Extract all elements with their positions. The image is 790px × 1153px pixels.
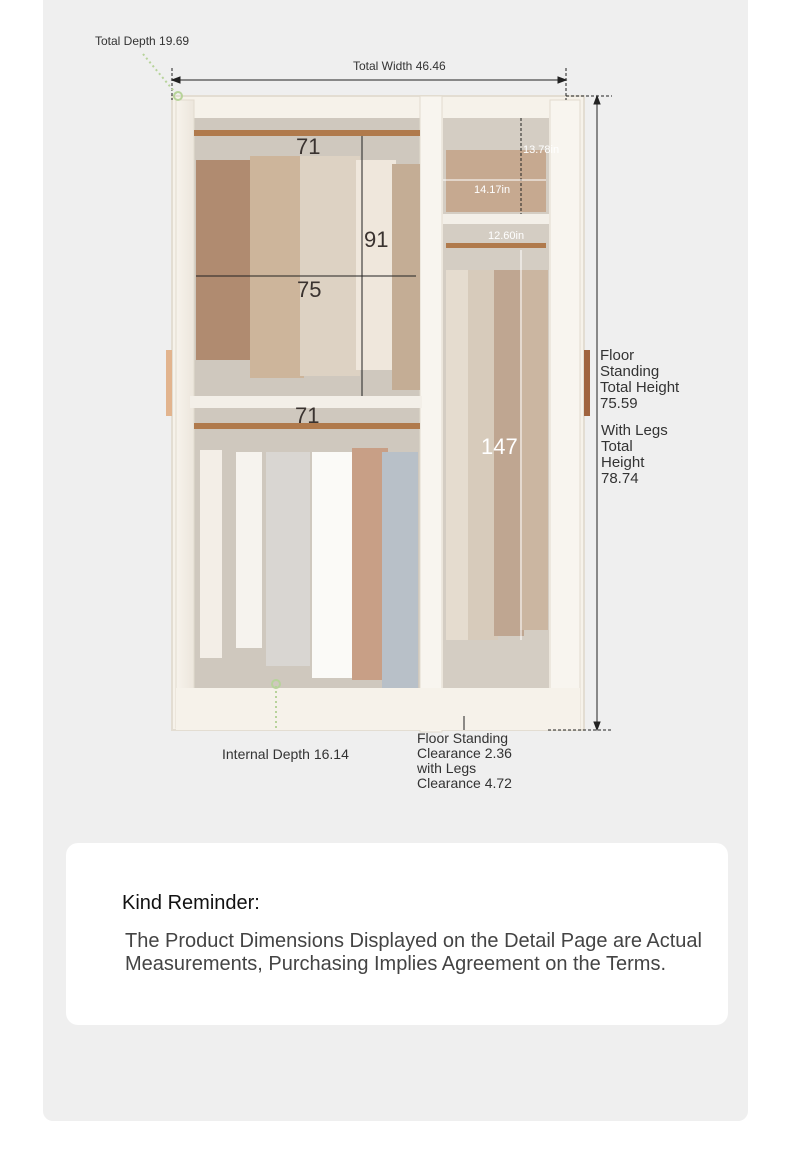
lower-garment-3 xyxy=(266,452,310,666)
depth-leader xyxy=(143,54,178,96)
right-rod xyxy=(446,243,546,248)
upper-height-label: 91 xyxy=(364,227,389,252)
rod-width-label: 12.60in xyxy=(488,230,525,242)
upper-garment-2 xyxy=(250,156,304,378)
total-depth-label: Total Depth 19.69 xyxy=(95,34,190,48)
upper-garment-3 xyxy=(300,156,360,376)
lower-rod-label: 71 xyxy=(295,403,320,428)
reminder-text: The Product Dimensions Displayed on the Detail Page are Actual Measurements, Purchasing Implies Agreement on the Terms. xyxy=(125,930,702,975)
shelf-height-label: 13.78in xyxy=(523,144,560,156)
upper-rod-label: 71 xyxy=(296,134,321,159)
lower-garment-2 xyxy=(236,452,262,648)
with-legs-height-label: With Legs Total Height 78.74 xyxy=(601,422,668,487)
lower-garment-6 xyxy=(382,452,418,688)
center-door xyxy=(420,96,442,732)
left-door xyxy=(176,100,194,728)
right-garment-4 xyxy=(520,270,548,630)
right-height-label: 147 xyxy=(481,434,518,459)
reminder-title: Kind Reminder: xyxy=(122,892,260,914)
right-top-shelf xyxy=(443,214,549,224)
upper-garment-5 xyxy=(392,164,420,390)
right-handle xyxy=(584,350,590,416)
clearance-label: Floor Standing Clearance 2.36 with Legs Clearance 4.72 xyxy=(417,730,512,791)
shelf-width-label: 14.17in xyxy=(474,184,511,196)
left-handle xyxy=(166,350,172,416)
floor-standing-height-label: Floor Standing Total Height 75.59 xyxy=(600,347,680,412)
folded-clothes xyxy=(446,150,546,212)
total-width-label: Total Width 46.46 xyxy=(353,59,446,73)
bottom-plinth xyxy=(176,688,580,730)
right-door xyxy=(550,100,580,728)
lower-garment-4 xyxy=(312,452,354,678)
internal-depth-label: Internal Depth 16.14 xyxy=(222,746,349,762)
lower-garment-1 xyxy=(200,450,222,658)
upper-garment-1 xyxy=(196,160,258,360)
upper-width-label: 75 xyxy=(297,277,322,302)
